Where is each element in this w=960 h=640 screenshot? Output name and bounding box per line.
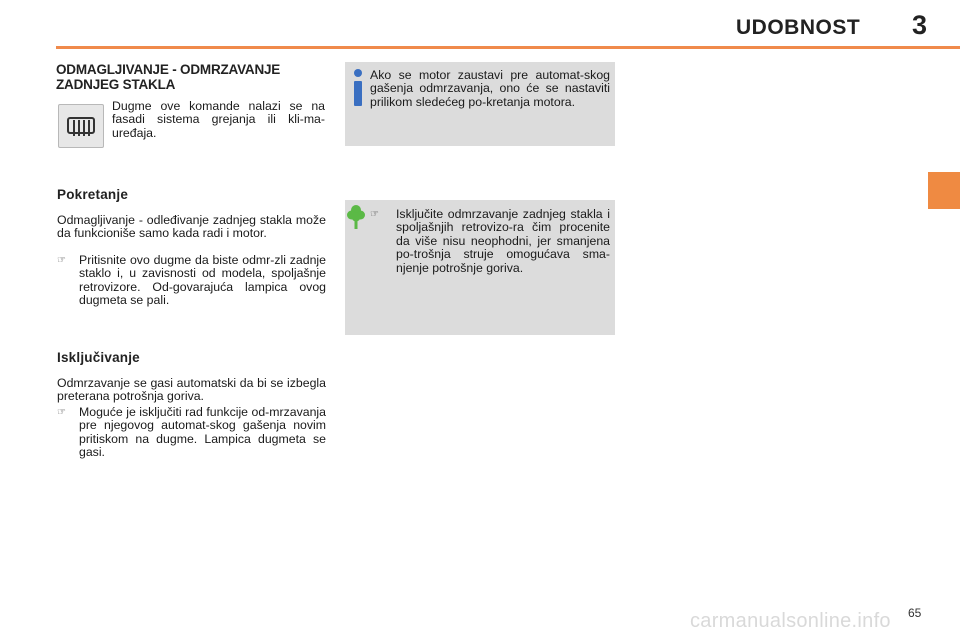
info-note-text: Ako se motor zaustavi pre automat-skog gašenja odmrzavanja, ono će se nastaviti prilikom sledećeg po-kretanja motora.	[370, 68, 610, 109]
chapter-title: UDOBNOST	[736, 16, 861, 39]
chapter-side-tab[interactable]	[928, 172, 960, 209]
eco-tree-icon	[347, 204, 365, 230]
eco-tip-bullet	[370, 208, 610, 275]
iskljucivanje-bullet	[57, 406, 326, 460]
info-icon	[352, 68, 364, 108]
iskljucivanje-bullet-text: Moguće je isključiti rad funkcije od-mrzavanja pre njegovog automat-skog gašenja novim pritiskom na dugme. Lampica dugmeta se gasi.	[79, 405, 326, 460]
pointing-hand-icon: ☞	[370, 209, 379, 220]
watermark: carmanualsonline.info	[690, 610, 891, 632]
header-divider	[56, 46, 960, 49]
pokretanje-paragraph: Odmagljivanje - odleđivanje zadnjeg stakla može da funkcioniše samo kada radi i motor.	[57, 213, 326, 241]
button-location-text: Dugme ove komande nalazi se na fasadi sistema grejanja ili kli-ma-uređaja.	[112, 99, 325, 140]
rear-defrost-button-illustration	[58, 104, 104, 148]
chapter-number: 3	[912, 10, 928, 40]
pokretanje-bullet-text: Pritisnite ovo dugme da biste odmr-zli zadnje staklo i, u zavisnosti od modela, spoljašnje retrovizore. Od-govarajuća lampica ovog dugmeta se pali.	[79, 253, 326, 308]
pokretanje-bullet	[57, 254, 326, 308]
section-title: ODMAGLJIVANJE - ODMRZAVANJE ZADNJEG STAKLA	[56, 62, 281, 92]
pointing-hand-icon: ☞	[57, 255, 66, 266]
heading-iskljucivanje: Isključivanje	[57, 350, 140, 365]
iskljucivanje-paragraph: Odmrzavanje se gasi automatski da bi se izbegla preterana potrošnja goriva.	[57, 376, 326, 404]
heading-pokretanje: Pokretanje	[57, 187, 129, 202]
pointing-hand-icon: ☞	[57, 407, 66, 418]
rear-defrost-icon	[66, 114, 96, 138]
page-number: 65	[908, 606, 922, 620]
eco-tip-text: Isključite odmrzavanje zadnjeg stakla i spoljašnjih retrovizo-ra čim procenite da više nisu neophodni, jer smanjena po-trošnja struje omogućava sma-njenje potrošnje goriva.	[396, 207, 610, 275]
